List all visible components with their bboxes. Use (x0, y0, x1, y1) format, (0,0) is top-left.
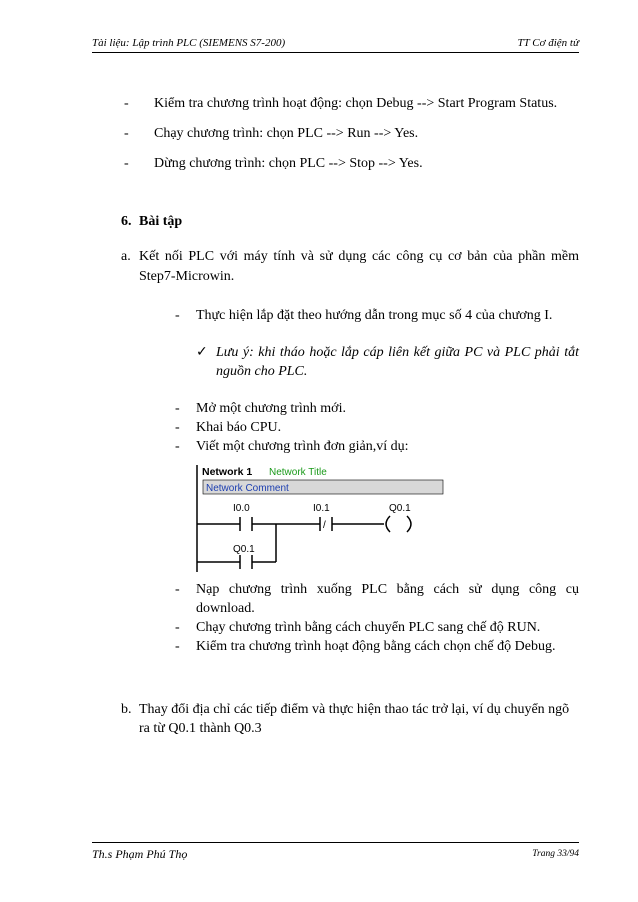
footer-author: Th.s Phạm Phú Thọ (92, 847, 188, 861)
step-write-program: Viết một chương trình đơn giản,ví dụ: (196, 439, 409, 454)
step-dash: - (175, 620, 180, 635)
ladder-diagram (196, 463, 446, 573)
page-footer (92, 842, 579, 863)
intro-item-1: Kiểm tra chương trình hoạt động: chọn Debug --> Start Program Status. (154, 96, 558, 111)
intro-item-2: Chạy chương trình: chọn PLC --> Run --> Yes. (154, 126, 419, 141)
note-line1: Lưu ý: khi tháo hoặc lắp cáp liên kết giữa PC và PLC phải tắt (216, 345, 579, 360)
page-header (92, 37, 579, 53)
step-download-line1: Nạp chương trình xuống PLC bằng cách sử dụng công cụ (196, 582, 579, 597)
part-a-label: a. (121, 249, 131, 264)
section-title: Bài tập (139, 214, 183, 229)
contact-q01-label: Q0.1 (233, 544, 255, 555)
part-b-text-line2: ra từ Q0.1 thành Q0.3 (139, 721, 262, 736)
network-comment: Network Comment (206, 483, 289, 494)
network-label: Network 1 (202, 466, 253, 478)
step-dash: - (175, 439, 180, 454)
step-dash: - (175, 639, 180, 654)
install-step: Thực hiện lắp đặt theo hướng dẫn trong mục số 4 của chương I. (196, 308, 553, 323)
intro-bullet-dash: - (124, 156, 129, 171)
header-center-name: TT Cơ điện tử (517, 37, 579, 49)
part-b-text-line1: Thay đổi địa chỉ các tiếp điểm và thực hiện thao tác trở lại, ví dụ chuyển ngõ (139, 702, 570, 717)
part-b-label: b. (121, 702, 132, 717)
contact-i00-label: I0.0 (233, 503, 250, 514)
note-line2: nguồn cho PLC. (216, 364, 308, 379)
section-number: 6. (121, 214, 132, 229)
intro-bullet-dash: - (124, 126, 129, 141)
step-new-program: Mở một chương trình mới. (196, 401, 346, 416)
contact-i01-symbol: / (323, 520, 326, 531)
step-declare-cpu: Khai báo CPU. (196, 420, 282, 435)
intro-bullet-dash: - (124, 96, 129, 111)
coil-right-arc (407, 516, 411, 532)
intro-item-3: Dừng chương trình: chọn PLC --> Stop --> Yes. (154, 156, 423, 171)
step-run: Chạy chương trình bằng cách chuyển PLC sang chế độ RUN. (196, 620, 541, 635)
coil-label: Q0.1 (389, 503, 411, 514)
step-dash: - (175, 582, 180, 597)
network-title: Network Title (269, 467, 327, 478)
step-dash: - (175, 420, 180, 435)
step-debug: Kiểm tra chương trình hoạt động bằng cách chọn chế độ Debug. (196, 639, 556, 654)
header-doc-title: Tài liệu: Lập trình PLC (SIEMENS S7-200) (92, 37, 286, 49)
part-a-text-line1: Kết nối PLC với máy tính và sử dụng các công cụ cơ bản của phần mềm (139, 249, 579, 264)
install-dash: - (175, 308, 180, 323)
step-dash: - (175, 401, 180, 416)
contact-i01-label: I0.1 (313, 503, 330, 514)
checkmark-icon: ✓ (196, 344, 208, 360)
footer-page-number: Trang 33/94 (532, 849, 579, 859)
step-download-line2: download. (196, 601, 255, 616)
coil-left-arc (386, 516, 390, 532)
part-a-text-line2: Step7-Microwin. (139, 269, 235, 284)
